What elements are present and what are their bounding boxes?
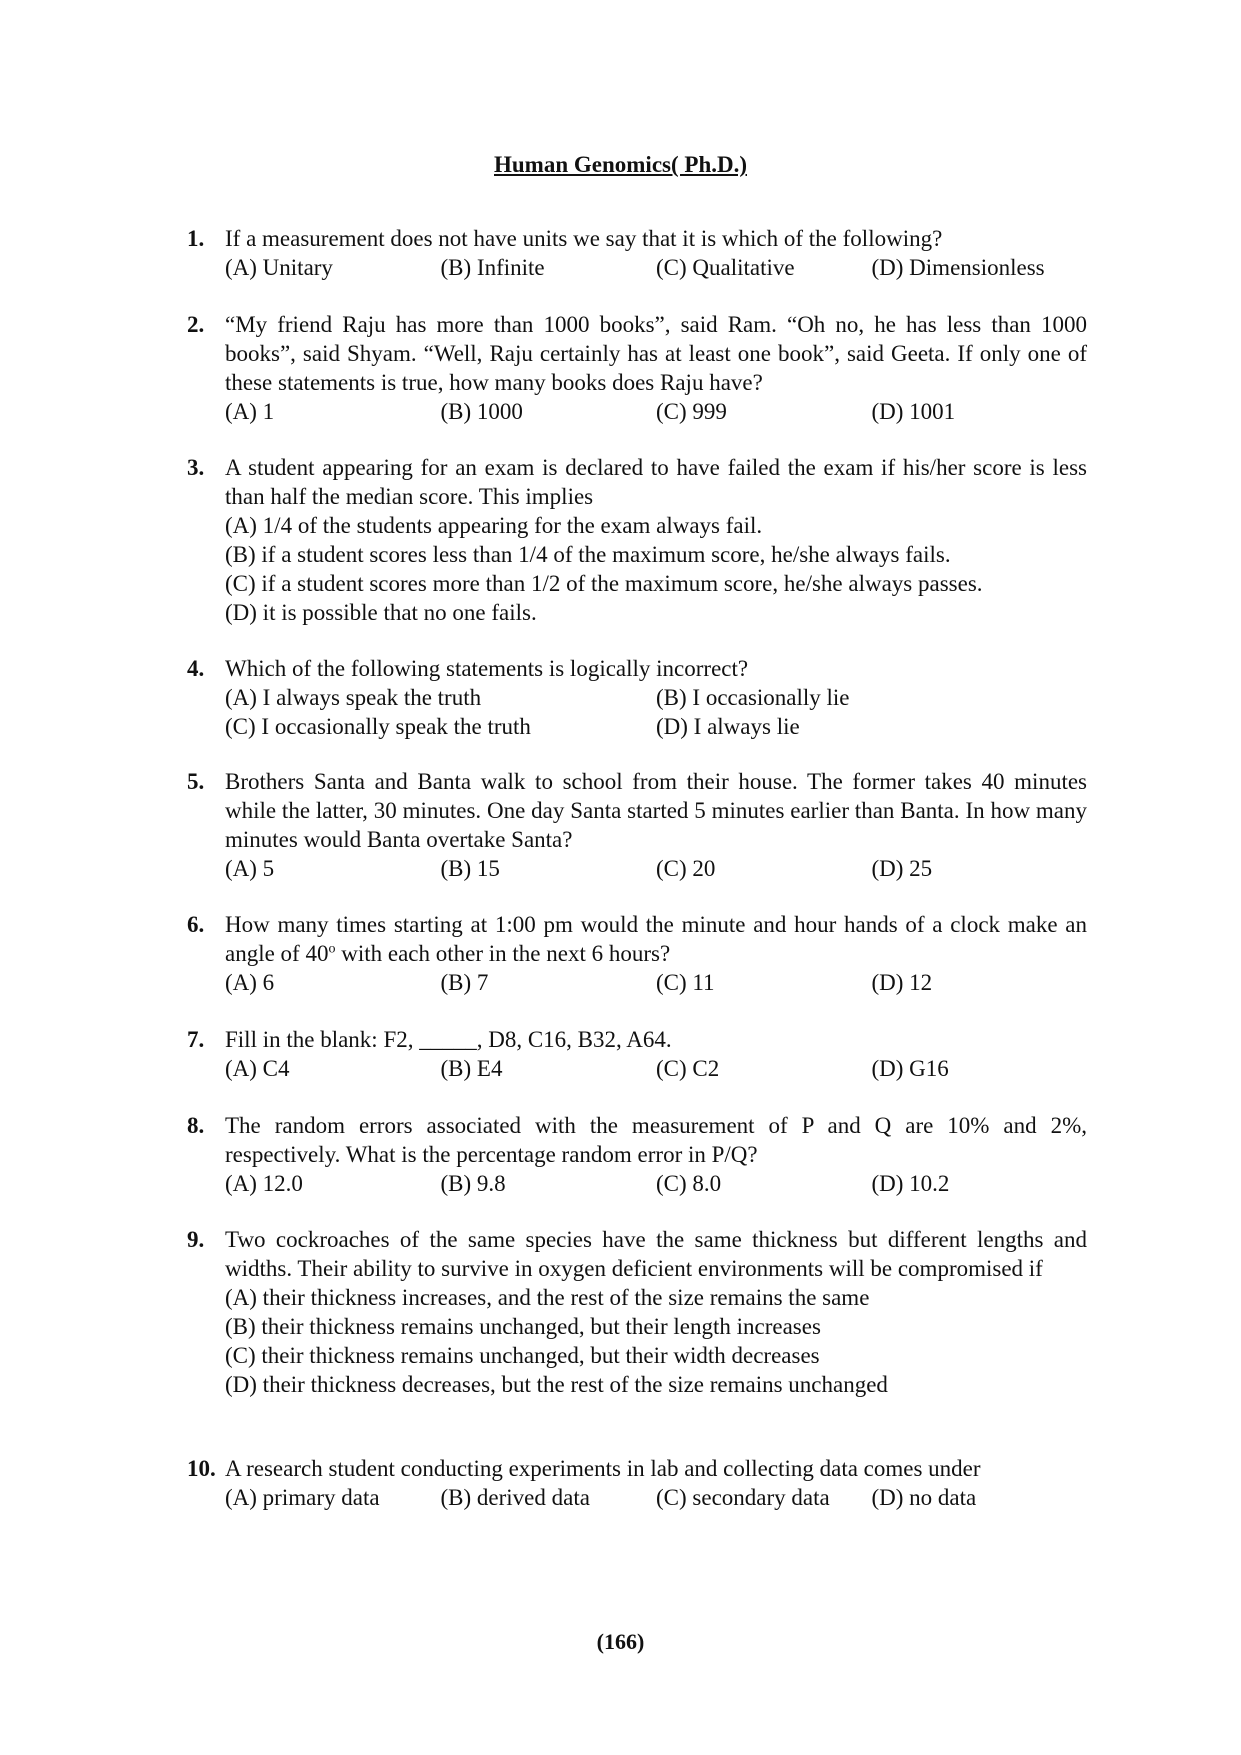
question-4 (187, 654, 1087, 741)
question-text: How many times starting at 1:00 pm would the minute and hour hands of a clock make an angle of 40$^o$ with each other in the next 6 hours? (225, 912, 1087, 966)
degree-superscript: o (328, 941, 336, 957)
question-text: The random errors associated with the measurement of P and Q are 10% and 2%, respectively. What is the percentage random error in P/Q? (225, 1113, 1087, 1167)
option-c: (C) C2 (656, 1056, 720, 1081)
question-number: 2. (187, 312, 205, 337)
option-d: (D) no data (871, 1485, 977, 1510)
option-b: (B) 1000 (440, 399, 523, 424)
option-b: (B) Infinite (440, 255, 545, 280)
question-number: 3. (187, 455, 205, 480)
question-number: 1. (187, 226, 205, 251)
options-row-2 (225, 712, 1087, 741)
option-a: (A) C4 (225, 1056, 290, 1081)
question-text: Fill in the blank: F2, _____, D8, C16, B32, A64. (225, 1027, 672, 1052)
option-d: (D) 1001 (871, 399, 956, 424)
question-number: 4. (187, 656, 205, 681)
option-a: (A) 6 (225, 970, 275, 995)
option-a: (A) their thickness increases, and the rest of the size remains the same (225, 1285, 870, 1310)
option-a: (A) 5 (225, 856, 275, 881)
options (225, 854, 1087, 883)
question-text: Brothers Santa and Banta walk to school from their house. The former takes 40 minutes while the latter, 30 minutes. One day Santa started 5 minutes earlier than Banta. In how many minutes would Banta overtake Santa? (225, 769, 1087, 852)
option-d: (D) I always lie (656, 714, 800, 739)
question-number: 9. (187, 1227, 205, 1252)
option-c: (C) 11 (656, 970, 715, 995)
options (225, 397, 1087, 426)
option-c: (C) 20 (656, 856, 716, 881)
question-5 (187, 767, 1087, 883)
question-6 (187, 910, 1087, 997)
option-b: (B) 15 (440, 856, 500, 881)
options-row-1 (225, 683, 1087, 712)
page-title: Human Genomics( Ph.D.) (494, 152, 747, 177)
question-number: 8. (187, 1113, 205, 1138)
question-number: 6. (187, 912, 205, 937)
question-text: A research student conducting experiments in lab and collecting data comes under (225, 1456, 981, 1481)
option-d: (D) it is possible that no one fails. (225, 600, 537, 625)
option-c: (C) if a student scores more than 1/2 of the maximum score, he/she always passes. (225, 571, 983, 596)
option-d: (D) their thickness decreases, but the rest of the size remains unchanged (225, 1372, 888, 1397)
option-d: (D) G16 (871, 1056, 949, 1081)
option-c: (C) 999 (656, 399, 727, 424)
question-1 (187, 224, 1087, 282)
question-8 (187, 1111, 1087, 1198)
option-d: (D) 10.2 (871, 1171, 950, 1196)
option-b: (B) if a student scores less than 1/4 of the maximum score, he/she always fails. (225, 542, 951, 567)
page-number: (166) (596, 1629, 645, 1654)
option-a: (A) I always speak the truth (225, 685, 482, 710)
option-b: (B) E4 (440, 1056, 503, 1081)
option-a: (A) 1 (225, 399, 275, 424)
question-9 (187, 1225, 1087, 1399)
option-a: (A) 12.0 (225, 1171, 303, 1196)
options (225, 253, 1087, 282)
question-number: 5. (187, 769, 205, 794)
options (225, 1483, 1087, 1512)
options (225, 968, 1087, 997)
option-b: (B) I occasionally lie (656, 685, 850, 710)
options (225, 1054, 1087, 1083)
option-a: (A) primary data (225, 1485, 380, 1510)
question-number: 7. (187, 1027, 205, 1052)
option-b: (B) derived data (440, 1485, 590, 1510)
option-c: (C) 8.0 (656, 1171, 722, 1196)
question-text: “My friend Raju has more than 1000 books”, said Ram. “Oh no, he has less than 1000 books”, said Shyam. “Well, Raju certainly has at least one book”, said Geeta. If only one of these statements is true, how many books does Raju have? (225, 312, 1087, 395)
option-c: (C) their thickness remains unchanged, but their width decreases (225, 1343, 820, 1368)
option-b: (B) their thickness remains unchanged, but their length increases (225, 1314, 821, 1339)
question-7 (187, 1025, 1087, 1083)
option-c: (C) I occasionally speak the truth (225, 714, 531, 739)
option-a: (A) 1/4 of the students appearing for the exam always fail. (225, 513, 763, 538)
option-d: (D) Dimensionless (871, 255, 1045, 280)
option-c: (C) Qualitative (656, 255, 795, 280)
question-3 (187, 453, 1087, 627)
question-text: A student appearing for an exam is declared to have failed the exam if his/her score is less than half the median score. This implies (225, 455, 1087, 509)
option-d: (D) 25 (871, 856, 933, 881)
question-text: If a measurement does not have units we say that it is which of the following? (225, 226, 943, 251)
question-number: 10. (187, 1456, 216, 1481)
option-c: (C) secondary data (656, 1485, 830, 1510)
question-2 (187, 310, 1087, 426)
option-a: (A) Unitary (225, 255, 333, 280)
option-b: (B) 9.8 (440, 1171, 506, 1196)
options (225, 1169, 1087, 1198)
question-text: Two cockroaches of the same species have the same thickness but different lengths and widths. Their ability to survive in oxygen deficient environments will be compromised if (225, 1227, 1087, 1281)
option-b: (B) 7 (440, 970, 489, 995)
question-10 (187, 1454, 1087, 1512)
question-text: Which of the following statements is logically incorrect? (225, 656, 749, 681)
option-d: (D) 12 (871, 970, 933, 995)
